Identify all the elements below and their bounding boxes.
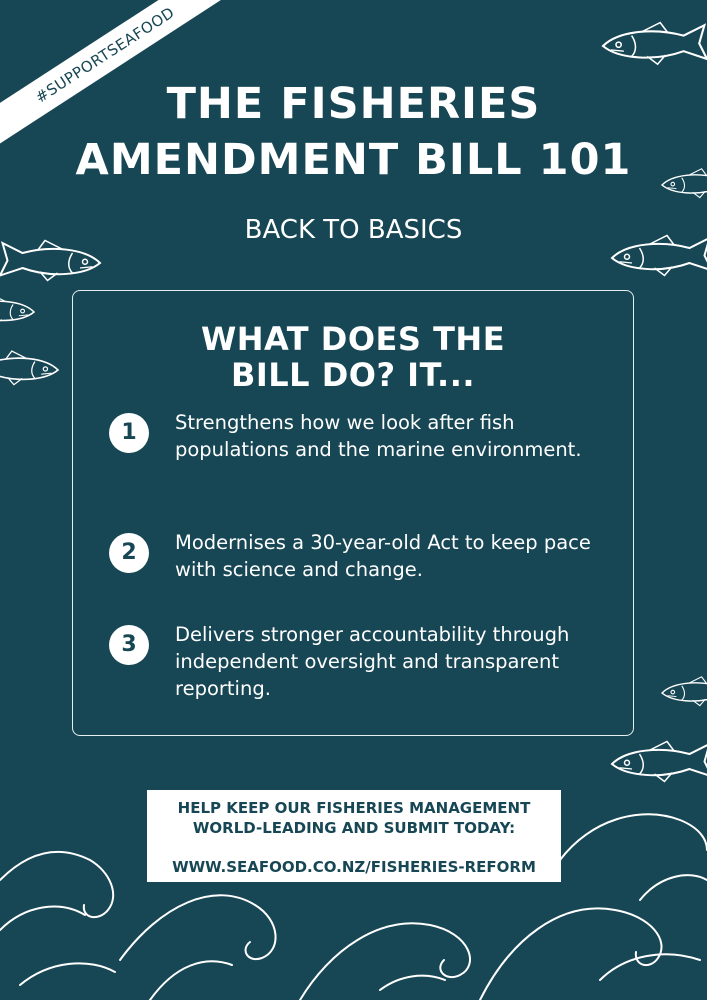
hashtag-label: #SUPPORTSEAFOOD	[32, 3, 178, 107]
list-item-text: Strengthens how we look after fish populations and the marine environment.	[175, 411, 582, 461]
list-item-text: Delivers stronger accountability through independent oversight and transparent reporting.	[175, 623, 570, 700]
box-heading	[73, 321, 633, 393]
subtitle: BACK TO BASICS	[244, 215, 463, 245]
page-title	[0, 76, 707, 188]
info-box	[72, 290, 634, 736]
fish-icon	[0, 295, 34, 325]
list-item-text: Modernises a 30-year-old Act to keep pace with science and change.	[175, 531, 591, 581]
website-link[interactable]: WWW.SEAFOOD.CO.NZ/FISHERIES-REFORM	[172, 858, 536, 876]
fish-icon	[612, 742, 707, 782]
box-heading-line-1: WHAT DOES THE	[200, 320, 506, 358]
fish-icon	[603, 23, 707, 65]
cta-line-2: WORLD-LEADING AND SUBMIT TODAY:	[192, 819, 516, 837]
fish-icon	[662, 677, 707, 706]
cta-line-1: HELP KEEP OUR FISHERIES MANAGEMENT	[177, 799, 531, 817]
title-line-1: THE FISHERIES	[166, 79, 541, 129]
box-heading-line-2: BILL DO? IT...	[230, 356, 476, 394]
number-badge: 2	[109, 533, 149, 573]
fish-icon	[0, 351, 58, 385]
number-badge: 1	[109, 413, 149, 453]
number-badge: 3	[109, 625, 149, 665]
title-line-2: AMENDMENT BILL 101	[75, 135, 632, 185]
call-to-action-box	[147, 790, 561, 882]
